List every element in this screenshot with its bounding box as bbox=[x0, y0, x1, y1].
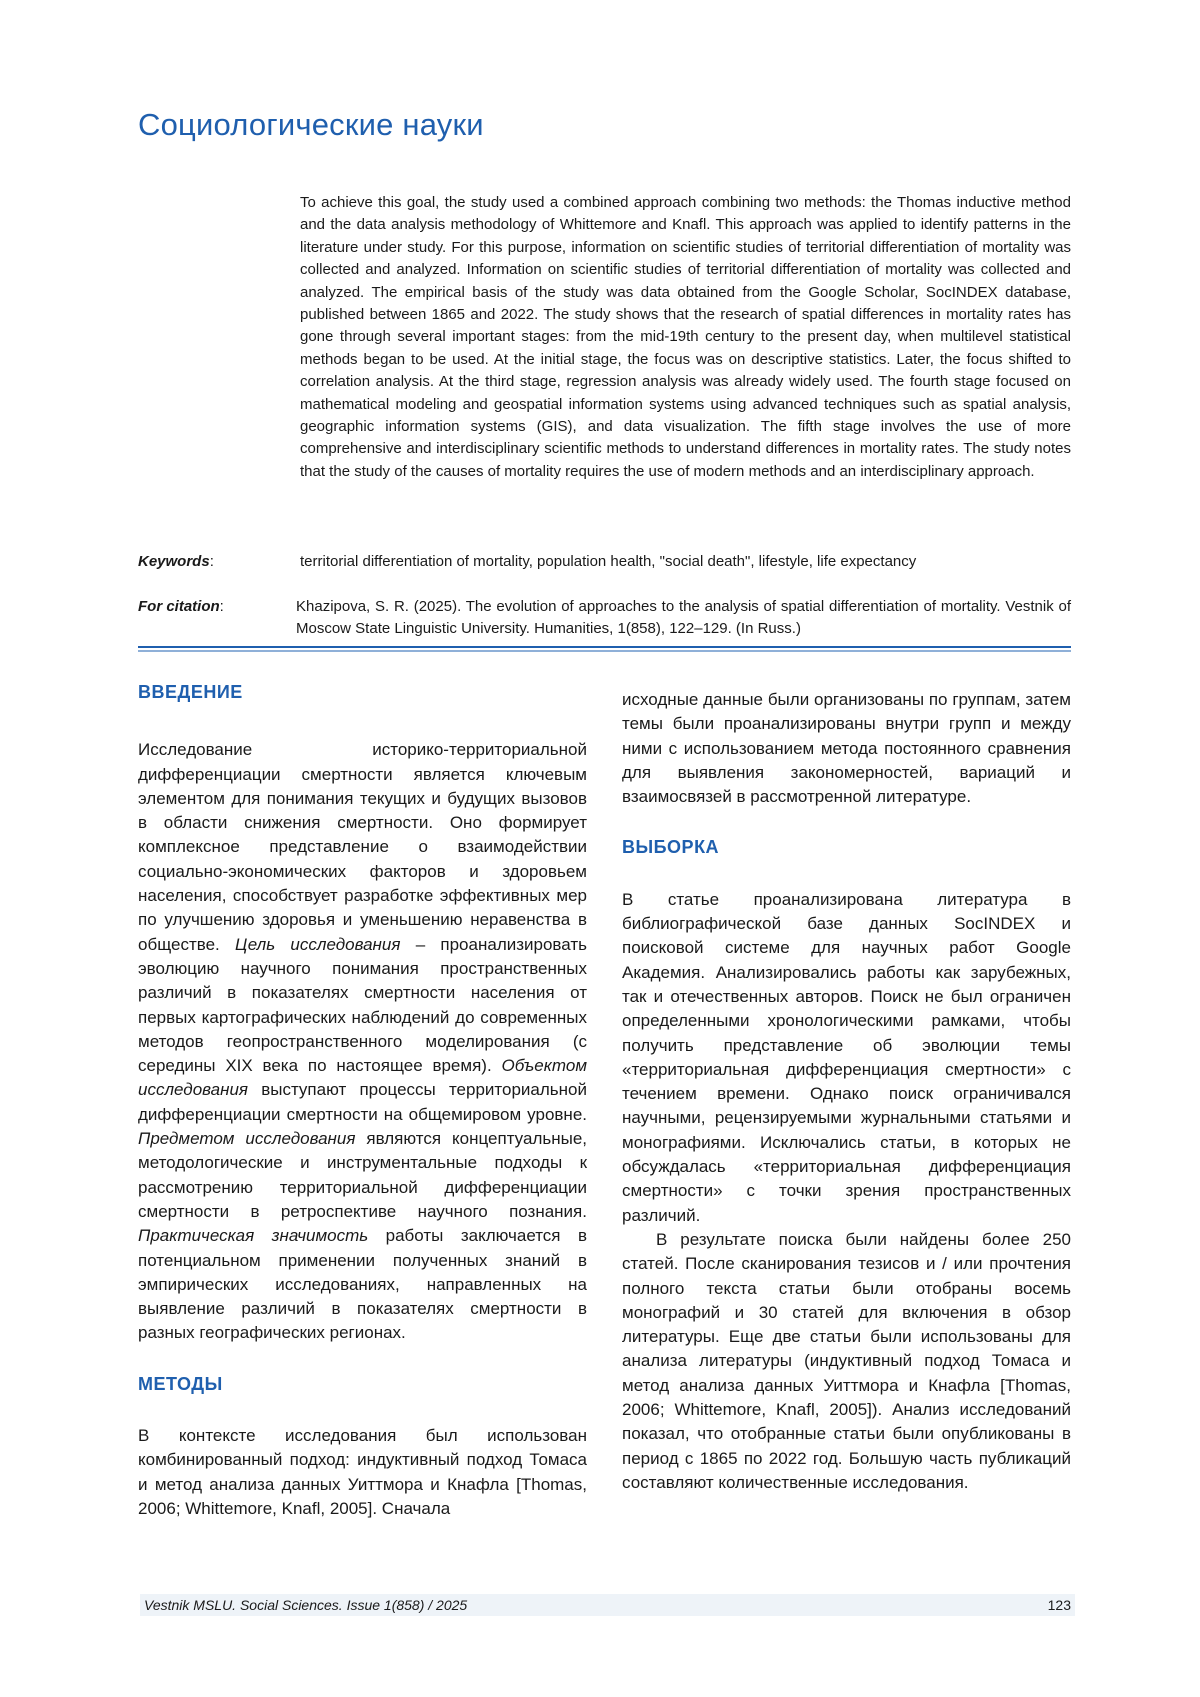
sample-heading: ВЫБОРКА bbox=[622, 835, 1071, 859]
footer-journal-title: Vestnik MSLU. Social Sciences. Issue 1(858) / 2025 bbox=[144, 1594, 467, 1616]
section-title: Социологические науки bbox=[138, 107, 484, 143]
page-number: 123 bbox=[1048, 1594, 1071, 1616]
citation-row bbox=[138, 596, 1071, 642]
citation-label: For citation: bbox=[138, 596, 224, 618]
sample-paragraph: В результате поиска были найдены более 250 статей. После сканирования тезисов и / или прочтения полного текста статьи были отобраны восемь монографий и 30 статей для включения в обзор литературы. Еще две статьи были использованы для анализа литературы (индуктивный подход Томаса и метод анализа данных Уиттмора и Кнафла [Thomas, 2006; Whittemore, Knafl, 2005]). Анализ исследований показал, что отобранные статьи были опубликованы в период с 1865 по 2022 год. Большую часть публикаций составляют количественные исследования. bbox=[622, 1228, 1071, 1495]
methods-paragraph-end: исходные данные были организованы по группам, затем темы были проанализированы внутри групп и между ними с использованием метода постоянного сравнения для выявления закономерностей, вариаций и взаимосвязей в рассмотренной литературе. bbox=[622, 688, 1071, 809]
abstract: To achieve this goal, the study used a combined approach combining two methods: the Thomas inductive method and the data analysis methodology of Whittemore and Knafl. This approach was applied to identify patterns in the literature under study. For this purpose, information on scientific studies of territorial differentiation of mortality was collected and analyzed. Information on scientific studies of territorial differentiation of mortality was collected and analyzed. The empirical basis of the study was data obtained from the Google Scholar, SocINDEX database, published between 1865 and 2022. The study shows that the research of spatial differences in mortality rates has gone through several important stages: from the mid-19th century to the present day, when multilevel statistical methods began to be used. At the initial stage, the focus was on descriptive statistics. Later, the focus shifted to correlation analysis. At the third stage, regression analysis was already widely used. The fourth stage focused on mathematical modeling and geospatial information systems using advanced techniques such as spatial analysis, geographic information systems (GIS), and data visualization. The fifth stage involves the use of more comprehensive and interdisciplinary scientific methods to understand differences in mortality rates. The study notes that the study of the causes of mortality requires the use of modern methods and an interdisciplinary approach. bbox=[300, 192, 1071, 483]
keywords-value: territorial differentiation of mortality, population health, "social death", lifestyle, life expectancy bbox=[300, 551, 1071, 573]
double-divider bbox=[138, 646, 1071, 652]
keywords-label: Keywords: bbox=[138, 551, 214, 573]
left-column bbox=[138, 680, 587, 1521]
methods-heading: МЕТОДЫ bbox=[138, 1372, 587, 1396]
right-column bbox=[622, 688, 1071, 1495]
sample-paragraph: В статье проанализирована литература в библиографической базе данных SocINDEX и поисковой системе для научных работ Google Академия. Анализировались работы как зарубежных, так и отечественных авторов. Поиск не был ограничен определенными хронологическими рамками, чтобы получить представление об эволюции темы «территориальная дифференциация смертности» с течением времени. Однако поиск ограничивался научными, рецензируемыми журнальными статьями и монографиями. Исключались статьи, в которых не обсуждалась «территориальная дифференциация смертности» с точки зрения пространственных различий. bbox=[622, 888, 1071, 1228]
page-footer bbox=[140, 1594, 1075, 1616]
intro-paragraph: Исследование историко-территориальной дифференциации смертности является ключевым элементом для понимания текущих и будущих вызовов в области снижения смертности. Оно формирует комплексное представление о взаимодействии социально-экономических факторов и здоровьем населения, способствует разработке эффективных мер по улучшению здоровья и уменьшению неравенства в обществе. Цель исследования – проанализировать эволюцию научного понимания пространственных различий в показателях смертности населения от первых картографических наблюдений до современных методов геопространственного моделирования (с середины XIX века по настоящее время). Объектом исследования выступают процессы территориальной дифференциации смертности на общемировом уровне. Предметом исследования являются концептуальные, методологические и инструментальные подходы к рассмотрению территориальной дифференциации смертности в ретроспективе научного познания. Практическая значимость работы заключается в потенциальном применении полученных знаний в эмпирических исследованиях, направленных на выявление различий в показателях смертности в разных географических регионах. bbox=[138, 738, 587, 1345]
intro-heading: ВВЕДЕНИЕ bbox=[138, 680, 587, 704]
methods-paragraph-start: В контексте исследования был использован комбинированный подход: индуктивный подход Томаса и метод анализа данных Уиттмора и Кнафла [Thomas, 2006; Whittemore, Knafl, 2005]. Сначала bbox=[138, 1424, 587, 1521]
citation-value: Khazipova, S. R. (2025). The evolution of approaches to the analysis of spatial differentiation of mortality. Vestnik of Moscow State Linguistic University. Humanities, 1(858), 122–129. (In Russ.) bbox=[296, 596, 1071, 641]
